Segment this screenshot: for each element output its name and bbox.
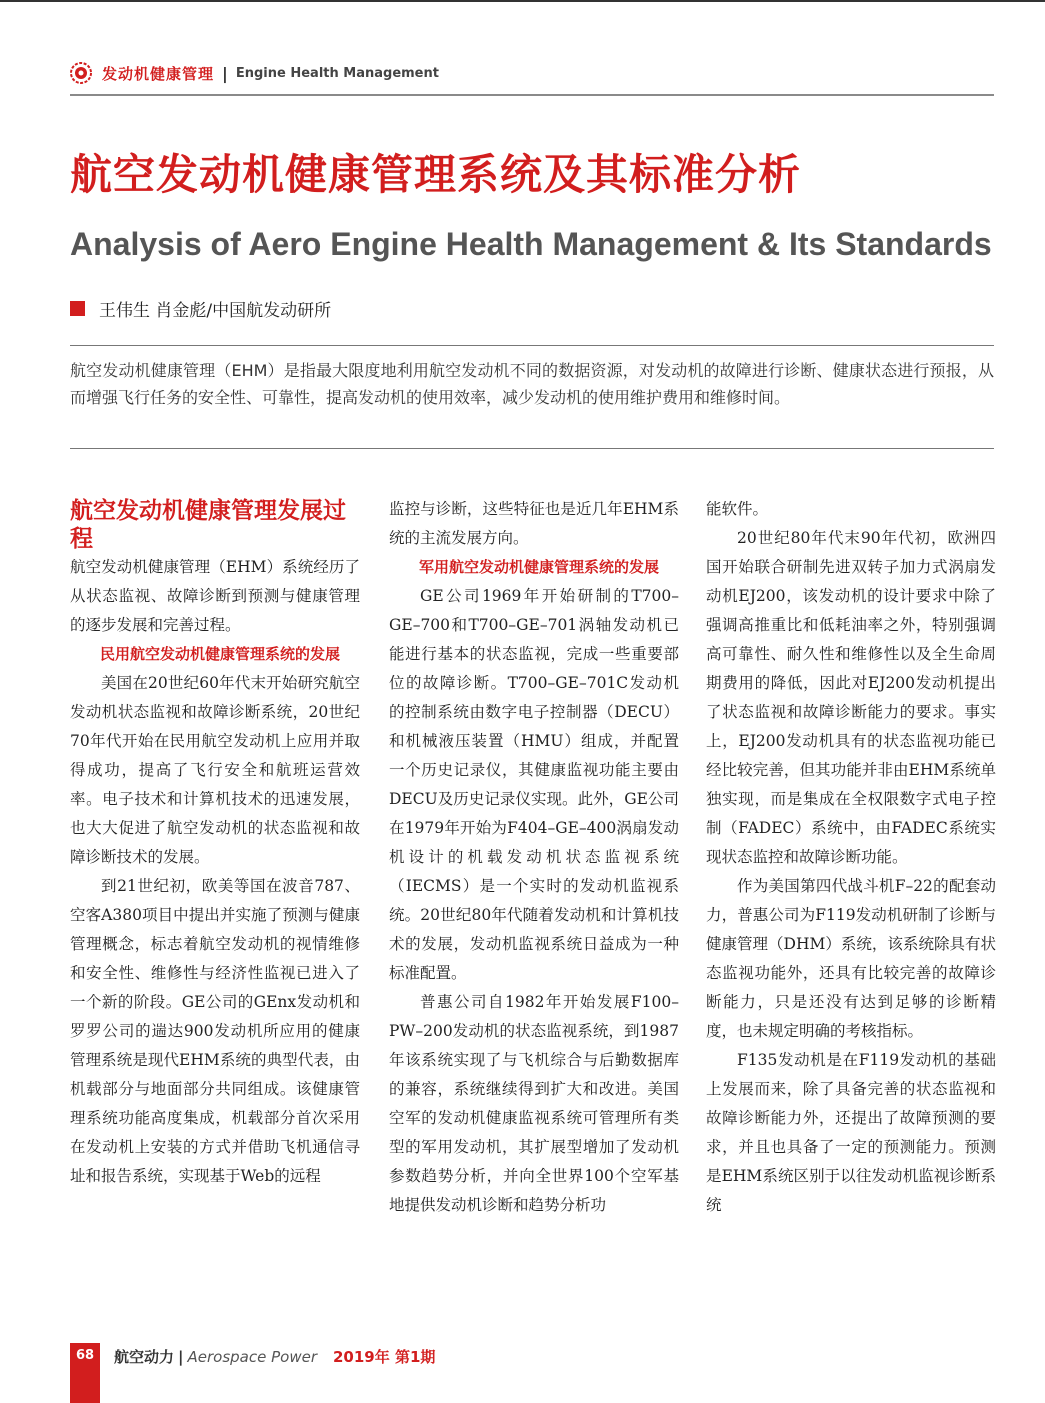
running-header <box>70 60 439 86</box>
header-journal-en: Engine Health Management <box>235 65 439 81</box>
authors-text: 王伟生 肖金彪/中国航发动研所 <box>99 301 332 321</box>
footer-issue: 2019年 第1期 <box>333 1348 436 1366</box>
footer-journal-cn: 航空动力 <box>114 1348 175 1366</box>
engine-logo-icon <box>70 62 92 84</box>
paragraph: GE公司1969年开始研制的T700–GE–700和T700–GE–701涡轴发动机已能进行基本的状态监视，完成一些重要部位的故障诊断。T700–GE–701C发动机的控制系统由数字电子控制器（DECU）和机械液压装置（HMU）组成，并配置一个历史记录仪，其健康监视功能主要由DECU及历史记录仪实现。此外，GE公司在1979年开始为F404–GE–400涡扇发动机设计的机载发动机状态监视系统（IECMS）是一个实时的发动机监视系统。20世纪80年代随着发动机和计算机技术的发展，发动机监视系统日益成为一种标准配置。 <box>389 587 679 982</box>
subsection-heading-civil: 民用航空发动机健康管理系统的发展 <box>100 645 341 663</box>
header-rule <box>70 94 994 96</box>
abstract-rule-top <box>70 345 994 346</box>
paragraph: 普惠公司自1982年开始发展F100–PW–200发动机的状态监视系统，到1987年该系统实现了与飞机综合与后勤数据库的兼容，系统继续得到扩大和改进。美国空军的发动机健康监视系统可管理所有类型的军用发动机，其扩展型增加了发动机参数趋势分析，并向全世界100个空军基地提供发动机诊断和趋势分析功 <box>389 993 679 1214</box>
authors-line <box>70 296 331 321</box>
paragraph: F135发动机是在F119发动机的基础上发展而来，除了具备完善的状态监视和故障诊断能力外，还提出了故障预测的要求，并且也具备了一定的预测能力。预测是EHM系统区别于以往发动机监视诊断系统 <box>706 1051 996 1214</box>
paragraph: 航空发动机健康管理（EHM）系统经历了从状态监视、故障诊断到预测与健康管理的逐步发展和完善过程。 <box>70 558 360 634</box>
abstract-rule-bottom <box>70 448 994 449</box>
column-3 <box>706 495 996 1220</box>
column-1 <box>70 497 360 1191</box>
top-border <box>0 0 1045 2</box>
subsection-heading-military: 军用航空发动机健康管理系统的发展 <box>419 558 660 576</box>
paragraph: 监控与诊断，这些特征也是近几年EHM系统的主流发展方向。 <box>389 500 679 547</box>
footer-journal-en: Aerospace Power <box>187 1348 317 1366</box>
header-separator: | <box>222 63 228 83</box>
author-marker-icon <box>70 301 85 316</box>
footer-journal <box>114 1346 435 1367</box>
paragraph: 作为美国第四代战斗机F–22的配套动力，普惠公司为F119发动机研制了诊断与健康管理（DHM）系统，该系统除具有状态监视功能外，还具有比较完善的故障诊断能力，只是还没有达到足够的诊断精度，也未规定明确的考核指标。 <box>706 877 996 1040</box>
paragraph: 能软件。 <box>706 500 769 518</box>
header-journal-cn: 发动机健康管理 <box>102 64 215 83</box>
paragraph: 美国在20世纪60年代末开始研究航空发动机状态监视和故障诊断系统，20世纪70年代开始在民用航空发动机上应用并取得成功，提高了飞行安全和航班运营效率。电子技术和计算机技术的迅速发展，也大大促进了航空发动机的状态监视和故障诊断技术的发展。 <box>70 674 360 866</box>
paragraph: 到21世纪初，欧美等国在波音787、空客A380项目中提出并实施了预测与健康管理概念，标志着航空发动机的视情维修和安全性、维修性与经济性监视已进入了一个新的阶段。GE公司的GEnx发动机和罗罗公司的遄达900发动机所应用的健康管理系统是现代EHM系统的典型代表，由机载部分与地面部分共同组成。该健康管理系统功能高度集成，机载部分首次采用在发动机上安装的方式并借助飞机通信寻址和报告系统，实现基于Web的远程 <box>70 877 360 1185</box>
footer-separator: | <box>178 1348 184 1366</box>
abstract: 航空发动机健康管理（EHM）是指最大限度地利用航空发动机不同的数据资源，对发动机的故障进行诊断、健康状态进行预报，从而增强飞行任务的安全性、可靠性，提高发动机的使用效率，减少发动机的使用维护费用和维修时间。 <box>70 361 994 407</box>
paragraph: 20世纪80年代末90年代初，欧洲四国开始联合研制先进双转子加力式涡扇发动机EJ200，该发动机的设计要求中除了强调高推重比和低耗油率之外，特别强调高可靠性、耐久性和维修性以及全生命周期费用的降低，因此对EJ200发动机提出了状态监视和故障诊断能力的要求。事实上，EJ200发动机具有的状态监视功能已经比较完善，但其功能并非由EHM系统单独实现，而是集成在全权限数字式电子控制（FADEC）系统中，由FADEC系统实现状态监控和故障诊断功能。 <box>706 529 996 866</box>
section-heading: 航空发动机健康管理发展过程 <box>70 498 346 552</box>
page-number: 68 <box>75 1348 95 1363</box>
column-2 <box>389 495 679 1220</box>
title-english: Analysis of Aero Engine Health Management & Its Standards <box>70 226 992 262</box>
title-chinese: 航空发动机健康管理系统及其标准分析 <box>70 150 802 199</box>
